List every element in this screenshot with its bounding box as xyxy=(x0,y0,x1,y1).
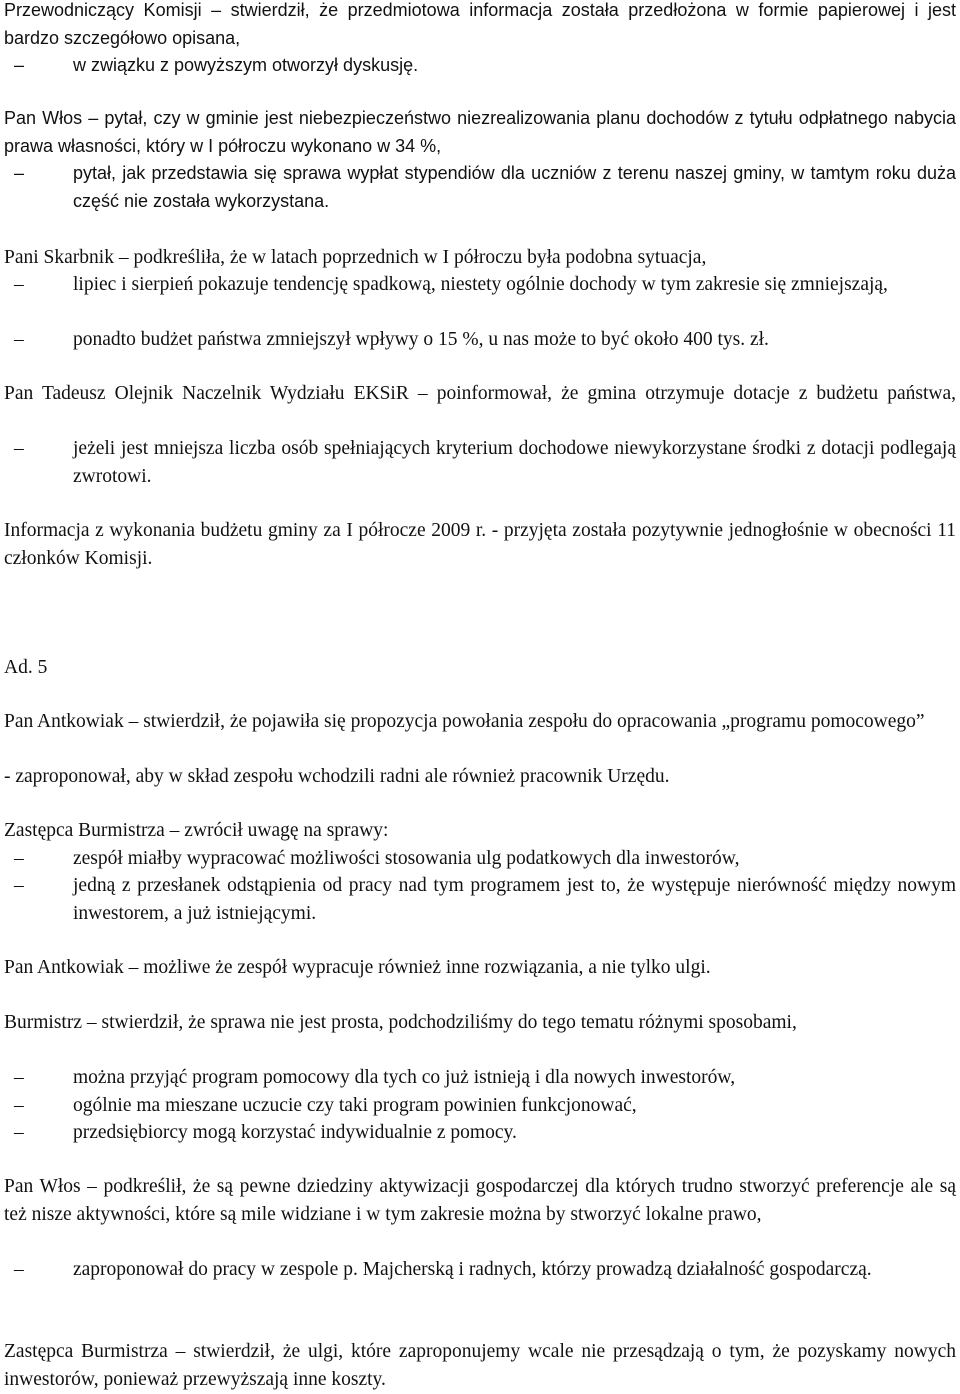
bullet-mayor-entrepreneurs xyxy=(4,1119,956,1147)
paragraph-antkowiak-proposal: Pan Antkowiak – stwierdził, że pojawiła się propozycja powołania zespołu do opracowania „programu pomocowego” xyxy=(4,711,925,732)
bullet-treasurer-budget xyxy=(4,326,956,354)
bullet-wlos-scholarships xyxy=(4,160,956,215)
dash-marker: – xyxy=(14,1122,24,1143)
dash-marker: – xyxy=(14,875,24,896)
bullet-text: ponadto budżet państwa zmniejszył wpływy o 15 %, u nas może to być około 400 tys. zł. xyxy=(73,329,769,350)
paragraph-treasurer: Pani Skarbnik – podkreśliła, że w latach poprzednich w I półroczu była podobna sytuacja, xyxy=(4,247,707,268)
dash-marker: – xyxy=(14,55,25,75)
paragraph-olejnik: Pan Tadeusz Olejnik Naczelnik Wydziału EKSiR – poinformował, że gmina otrzymuje dotacje z budżetu państwa, xyxy=(4,383,956,404)
paragraph-wlos-question: Pan Włos – pytał, czy w gminie jest niebezpieczeństwo niezrealizowania planu dochodów z tytułu odpłatnego nabycia prawa własności, który w I półroczu wykonano w 34 %, xyxy=(4,108,956,156)
bullet-deputy-tax-relief xyxy=(4,845,956,873)
paragraph-antkowiak-solutions: Pan Antkowiak – możliwe że zespół wypracuje również inne rozwiązania, a nie tylko ulgi. xyxy=(4,957,711,978)
dash-marker: – xyxy=(14,1095,24,1116)
dash-marker: – xyxy=(14,274,24,295)
bullet-text: zaproponował do pracy w zespole p. Majcherską i radnych, którzy prowadzą działalność gospodarczą. xyxy=(73,1259,872,1280)
dash-marker: – xyxy=(14,848,24,869)
dash-marker: – xyxy=(14,1259,24,1280)
bullet-text: lipiec i sierpień pokazuje tendencję spadkową, niestety ogólnie dochody w tym zakresie się zmniejszają, xyxy=(73,274,888,295)
bullet-text: pytał, jak przedstawia się sprawa wypłat stypendiów dla uczniów z terenu naszej gminy, w tamtym roku duża część nie została wykorzystana. xyxy=(73,163,956,211)
bullet-text: zespół miałby wypracować możliwości stosowania ulg podatkowych dla inwestorów, xyxy=(73,848,740,869)
agenda-item-heading: Ad. 5 xyxy=(4,657,48,678)
paragraph-mayor: Burmistrz – stwierdził, że sprawa nie jest prosta, podchodziliśmy do tego tematu różnymi sposobami, xyxy=(4,1012,797,1033)
bullet-mayor-program xyxy=(4,1064,956,1092)
bullet-text: w związku z powyższym otworzył dyskusję. xyxy=(73,55,419,75)
bullet-text: można przyjąć program pomocowy dla tych co już istnieją i dla nowych inwestorów, xyxy=(73,1067,736,1088)
paragraph-antkowiak-team: - zaproponował, aby w skład zespołu wchodzili radni ale również pracownik Urzędu. xyxy=(4,766,670,787)
paragraph-deputy-relief: Zastępca Burmistrza – stwierdził, że ulgi, które zaproponujemy wcale nie przesądzają o tym, że pozyskamy nowych inwestorów, ponieważ przewyższają inne koszty. xyxy=(4,1341,956,1390)
bullet-chairman-discussion xyxy=(4,52,956,80)
bullet-text: ogólnie ma mieszane uczucie czy taki program powinien funkcjonować, xyxy=(73,1095,637,1116)
bullet-olejnik-subsidy xyxy=(4,435,956,490)
bullet-wlos-team xyxy=(4,1256,956,1284)
paragraph-wlos-niches: Pan Włos – podkreślił, że są pewne dziedziny aktywizacji gospodarczej dla których trudno stworzyć preferencje ale są też nisze aktywności, które są mile widziane i w tym zakresie można by stworzyć lokalne prawo, xyxy=(4,1176,956,1225)
bullet-deputy-inequality xyxy=(4,872,956,927)
paragraph-deputy-mayor: Zastępca Burmistrza – zwrócił uwagę na sprawy: xyxy=(4,820,389,841)
bullet-mayor-mixed-feelings xyxy=(4,1092,956,1120)
dash-marker: – xyxy=(14,438,24,459)
bullet-text: jedną z przesłanek odstąpienia od pracy nad tym programem jest to, że występuje nierówność między nowym inwestorem, a już istniejącymi. xyxy=(73,875,956,924)
dash-marker: – xyxy=(14,163,25,183)
bullet-text: jeżeli jest mniejsza liczba osób spełniających kryterium dochodowe niewykorzystane środki z dotacji podlegają zwrotowi. xyxy=(73,438,956,487)
dash-marker: – xyxy=(14,329,24,350)
paragraph-resolution: Informacja z wykonania budżetu gminy za I półrocze 2009 r. - przyjęta została pozytywnie jednogłośnie w obecności 11 członków Komisji. xyxy=(4,520,956,569)
bullet-treasurer-trend xyxy=(4,271,956,299)
bullet-text: przedsiębiorcy mogą korzystać indywidualnie z pomocy. xyxy=(73,1122,517,1143)
paragraph-chairman: Przewodniczący Komisji – stwierdził, że przedmiotowa informacja została przedłożona w formie papierowej i jest bardzo szczegółowo opisana, xyxy=(4,0,956,48)
dash-marker: – xyxy=(14,1067,24,1088)
